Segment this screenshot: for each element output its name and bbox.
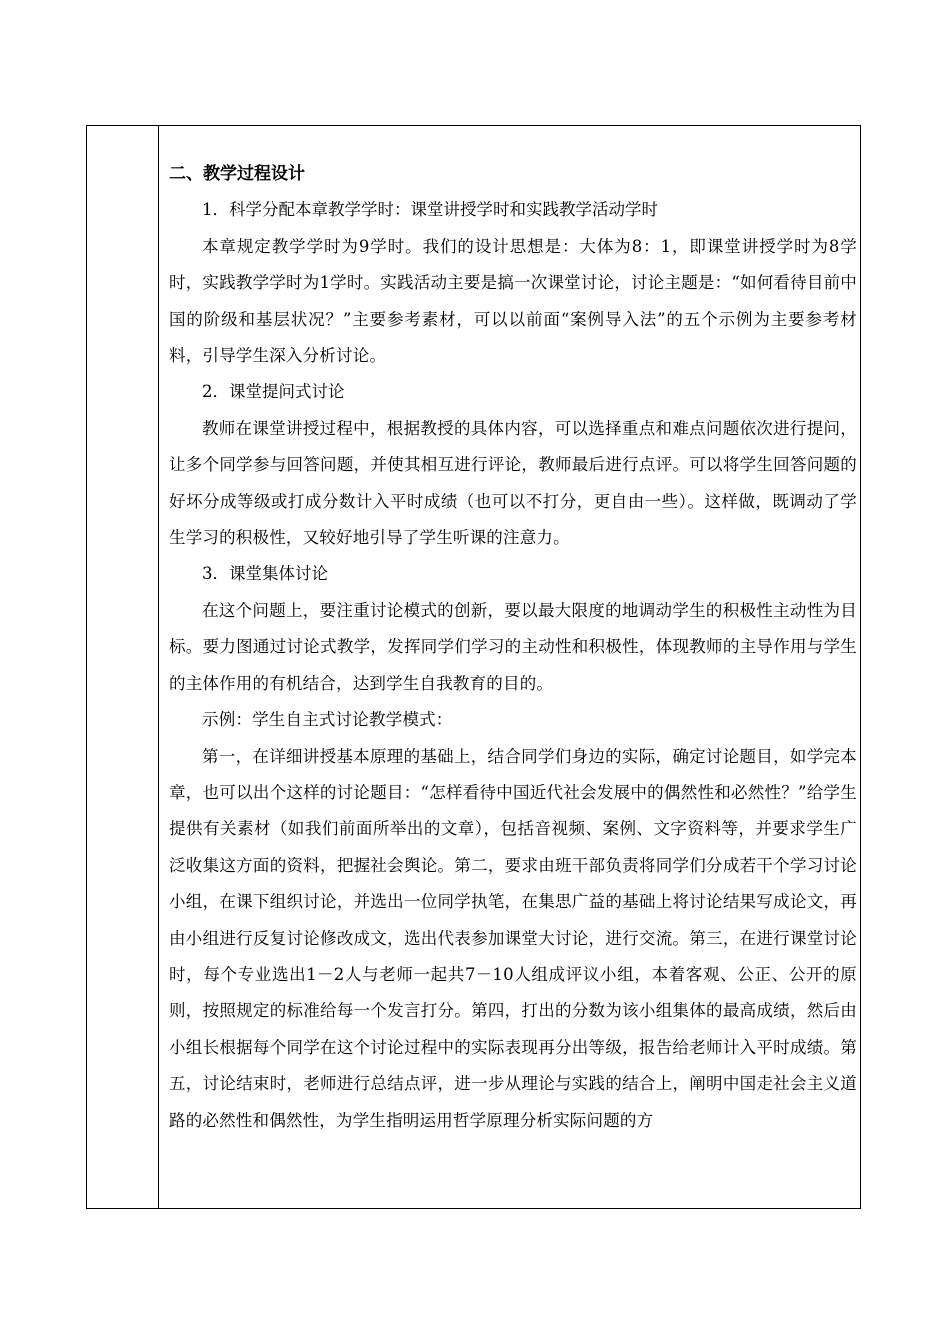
- item-3-paragraph-2: 第一，在详细讲授基本原理的基础上，结合同学们身边的实际，确定讨论题目，如学完本章，也可以出个这样的讨论题目：“怎样看待中国近代社会发展中的偶然性和必然性？”给学生提供有关素材（如我们前面所举出的文章），包括音视频、案例、文字资料等，并要求学生广泛收集这方面的资料，把握社会舆论。第二，要求由班干部负责将同学们分成若干个学习讨论小组，在课下组织讨论，并选出一位同学执笔，在集思广益的基础上将讨论结果写成论文，再由小组进行反复讨论修改成文，选出代表参加课堂大讨论，进行交流。第三，在进行课堂讨论时，每个专业选出1－2人与老师一起共7－10人组成评议小组，本着客观、公正、公开的原则，按照规定的标准给每一个发言打分。第四，打出的分数为该小组集体的最高成绩，然后由小组长根据每个同学在这个讨论过程中的实际表现再分出等级，报告给老师计入平时成绩。第五，讨论结束时，老师进行总结点评，进一步从理论与实践的结合上，阐明中国走社会主义道路的必然性和偶然性，为学生指明运用哲学原理分析实际问题的方: [169, 746, 857, 1130]
- item-1-title: 1．科学分配本章教学学时：课堂讲授学时和实践教学活动学时: [202, 200, 658, 220]
- item-3-paragraph-1: 在这个问题上，要注重讨论模式的创新，要以最大限度的地调动学生的积极性主动性为目标。要力图通过讨论式教学，发挥同学们学习的主动性和积极性，体现教师的主导作用与学生的主体作用的有机结合，达到学生自我教育的目的。: [169, 600, 857, 693]
- item-2-title: 2．课堂提问式讨论: [202, 382, 345, 402]
- table-content-cell: [169, 156, 857, 1139]
- item-3-title: 3．课堂集体讨论: [202, 564, 328, 584]
- item-2-paragraph: 教师在课堂讲授过程中，根据教授的具体内容，可以选择重点和难点问题依次进行提问，让多个同学参与回答问题，并使其相互进行评论，教师最后进行点评。可以将学生回答问题的好坏分成等级或打成分数计入平时成绩（也可以不打分，更自由一些）。这样做，既调动了学生学习的积极性，又较好地引导了学生听课的注意力。: [169, 418, 857, 548]
- table-left-cell: [87, 126, 159, 1208]
- document-table: [86, 125, 861, 1209]
- section-heading: 二、教学过程设计: [169, 164, 305, 184]
- item-1-paragraph: 本章规定教学学时为9学时。我们的设计思想是：大体为8：1，即课堂讲授学时为8学时，实践教学学时为1学时。实践活动主要是搞一次课堂讨论，讨论主题是：“如何看待目前中国的阶级和基层状况？”主要参考素材，可以以前面“案例导入法”的五个示例为主要参考材料，引导学生深入分析讨论。: [169, 236, 857, 366]
- item-3-example-label: 示例：学生自主式讨论教学模式：: [202, 710, 453, 730]
